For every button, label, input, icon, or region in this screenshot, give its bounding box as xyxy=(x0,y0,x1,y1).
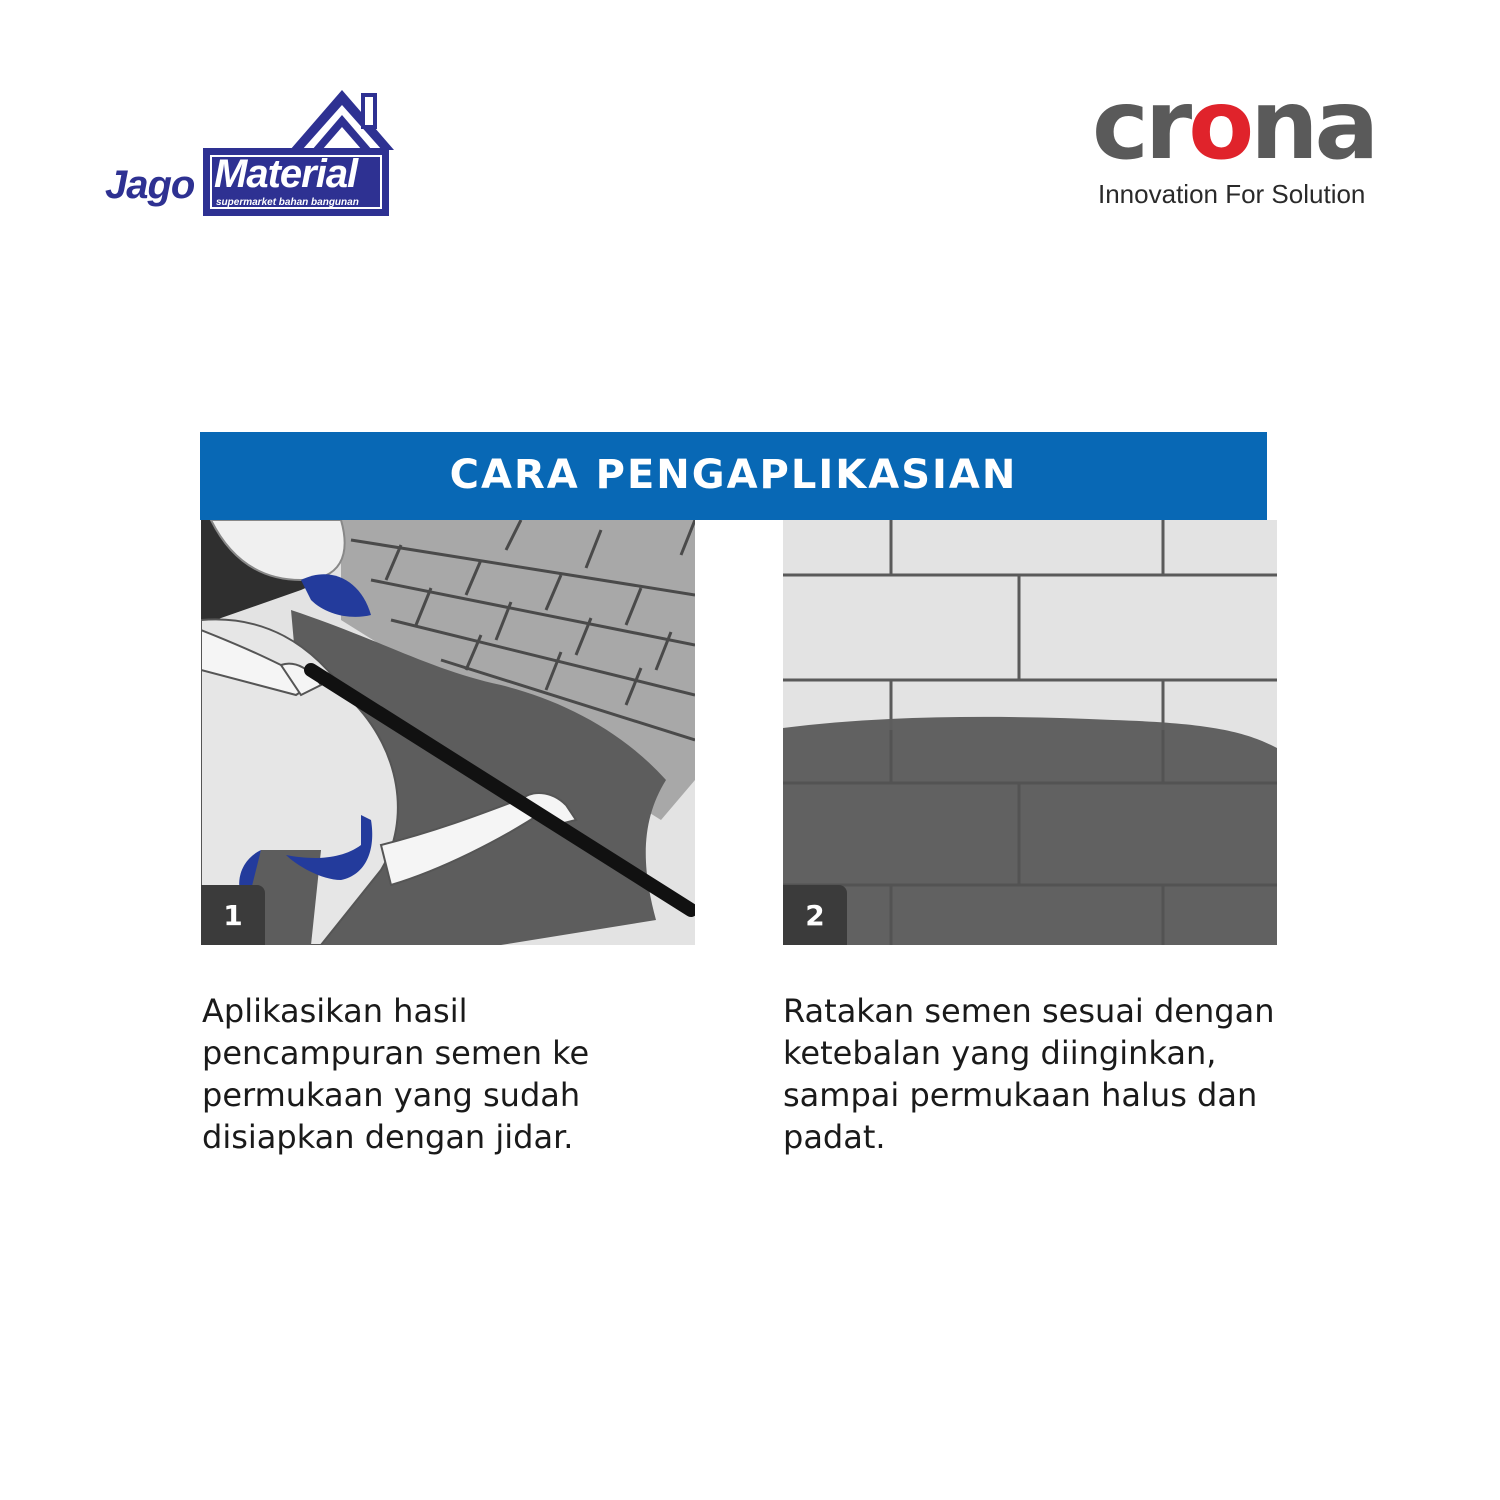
crona-tagline: Innovation For Solution xyxy=(1098,179,1366,209)
step-2-illustration xyxy=(783,520,1277,945)
step-2-number-badge: 2 xyxy=(783,885,847,945)
crona-word-cr: cr xyxy=(1092,69,1189,181)
crona-logo xyxy=(1090,69,1400,215)
section-banner xyxy=(200,432,1267,520)
jago-material-logo xyxy=(100,85,400,220)
crona-word-na: na xyxy=(1250,69,1376,181)
step-2-description: Ratakan semen sesuai dengan ketebalan yang diinginkan, sampai permukaan halus dan padat. xyxy=(783,992,1275,1156)
step-1-illustration xyxy=(201,520,695,945)
screeding-wall-illustration xyxy=(201,520,695,945)
step-1-number-badge: 1 xyxy=(201,885,265,945)
section-title: CARA PENGAPLIKASIAN xyxy=(449,452,1018,498)
step-1-description: Aplikasikan hasil pencampuran semen ke permukaan yang sudah disiapkan dengan jidar. xyxy=(202,992,590,1156)
crona-word-o: o xyxy=(1188,69,1251,181)
brand-word-material: Material xyxy=(214,152,358,196)
crona-wordmark xyxy=(1092,69,1376,181)
brand-word-jago: Jago xyxy=(105,163,195,207)
house-roof-icon xyxy=(290,85,400,155)
leveled-wall-illustration xyxy=(783,520,1277,945)
brand-material-box xyxy=(203,148,389,216)
brand-tagline: supermarket bahan bangunan xyxy=(216,197,359,208)
